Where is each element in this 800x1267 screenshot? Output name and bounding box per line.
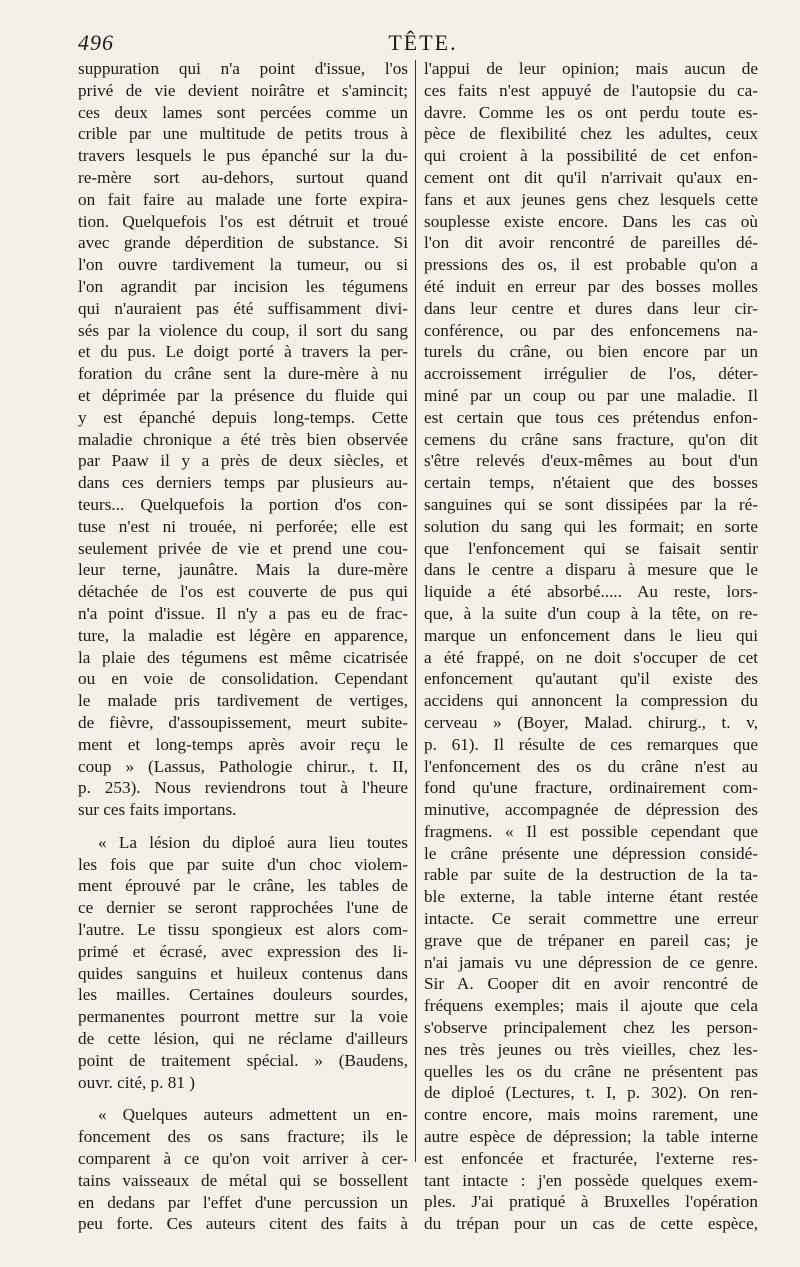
text-line: que l'enfoncement qui se faisait sentir <box>424 538 758 558</box>
text-line: davre. Comme les os ont perdu toute es- <box>424 102 758 122</box>
text-line: enfoncement qu'autant qu'il existe des <box>424 669 758 689</box>
text-line: quelles les os du crâne ne présentent pas <box>424 1061 758 1081</box>
text-line: de diploé (Lectures, t. I, p. 302). On ren- <box>424 1083 758 1103</box>
text-line: n'a point d'issue. Il n'y a pas eu de frac- <box>78 603 408 623</box>
text-line: « La lésion du diploé aura lieu toutes <box>98 832 408 852</box>
text-line: ces faits n'est appuyé de l'autopsie du ca- <box>424 80 758 100</box>
text-line: cement ont dit qu'il n'arrivait qu'aux en- <box>424 167 758 187</box>
paragraph-gap <box>78 821 408 832</box>
text-line: ble externe, la table interne étant restée <box>424 887 758 907</box>
text-line: « Quelques auteurs admettent un en- <box>98 1105 408 1125</box>
text-line: ouvr. cité, p. 81 ) <box>78 1072 195 1092</box>
text-line: peu forte. Ces auteurs citent des faits à <box>78 1214 408 1234</box>
text-line: miné par un coup ou par une maladie. Il <box>424 385 758 405</box>
text-line: s'être relevés d'eux-mêmes au bout d'un <box>424 451 758 471</box>
text-line: suppuration qui n'a point d'issue, l'os <box>78 59 408 78</box>
text-line: dans le centre a disparu à mesure que le <box>424 560 758 580</box>
text-line: ce dernier se seront rapprochées l'une de <box>78 898 408 918</box>
text-line: liquide a été absorbé..... Au reste, lors- <box>424 582 758 602</box>
right-column <box>424 58 758 1235</box>
text-line: fans et aux jeunes gens chez lesquels cette <box>424 189 758 209</box>
text-line: comparent à ce qu'on voit arriver à cer- <box>78 1149 408 1169</box>
text-line: foncement des os sans fracture; ils le <box>78 1127 408 1147</box>
text-line: certain temps, n'étaient que des bosses <box>424 473 758 493</box>
text-line: point de traitement spécial. » (Baudens, <box>78 1050 408 1070</box>
text-line: marque un enfoncement dans le lieu qui <box>424 625 758 645</box>
left-column <box>78 58 408 1235</box>
text-line: est enfoncée et fracturée, l'externe res- <box>424 1148 758 1168</box>
text-line: accroissement irrégulier de l'os, déter- <box>424 364 758 384</box>
text-line: turels du crâne, ou bien encore par un <box>424 342 758 362</box>
text-line: nes très jeunes ou très vieilles, chez les- <box>424 1039 758 1059</box>
text-line: l'on ouvre tardivement la tumeur, ou si <box>78 255 408 275</box>
text-line: autre espèce de dépression; la table interne <box>424 1127 758 1147</box>
text-line: teurs... Quelquefois la portion d'os con- <box>78 494 408 514</box>
text-line: dans ces derniers temps par plusieurs au- <box>78 473 408 493</box>
text-line: l'enfoncement des os du crâne n'est au <box>424 756 758 776</box>
paragraph-gap <box>78 1093 408 1104</box>
page-number: 496 <box>78 30 114 55</box>
text-line: l'on agrandit par incision les tégumens <box>78 276 408 296</box>
text-line: tuse n'est ni trouée, ni perforée; elle est <box>78 516 408 536</box>
text-line: a été frappé, on ne doit s'occuper de cet <box>424 647 758 667</box>
text-line: de fièvre, d'assoupissement, meurt subite- <box>78 712 408 732</box>
text-line: fond qu'une fracture, ordinairement com- <box>424 778 758 798</box>
text-line: re-mère sort au-dehors, surtout quand <box>78 167 408 187</box>
text-line: que, à la suite d'un coup à la tête, on re- <box>424 603 758 623</box>
text-line: sur ces faits importans. <box>78 800 237 820</box>
text-line: avec grande déperdition de substance. Si <box>78 233 408 253</box>
text-line: sanguines qui se sont dissipées par la ré- <box>424 494 758 514</box>
text-line: la plaie des tégumens est même cicatrisée <box>78 647 408 667</box>
text-line: travers lesquels le pus épanché sur la du- <box>78 146 408 166</box>
text-line: et du pus. Le doigt porté à travers la per- <box>78 342 408 362</box>
text-line: qui n'auraient pas été suffisamment divi- <box>78 298 408 318</box>
text-line: maladie chronique a été très bien observée <box>78 429 408 449</box>
text-line: pèce de flexibilité chez les adultes, ceux <box>424 124 758 144</box>
text-line: souplesse existe encore. Dans les cas où <box>424 211 758 231</box>
text-line: primé et écrasé, avec expression des li- <box>78 941 408 961</box>
text-line: les mailles. Certaines douleurs sourdes, <box>78 985 408 1005</box>
text-line: conférence, ou par des enfoncemens na- <box>424 320 758 340</box>
text-line: quides sanguins et huileux contenus dans <box>78 963 408 983</box>
text-line: l'on dit avoir rencontré de pareilles dé- <box>424 233 758 253</box>
text-line: le malade pris tardivement de vertiges, <box>78 691 408 711</box>
text-line: détachée de l'os est couverte de pus qui <box>78 582 408 602</box>
text-line: par Paaw il y a près de deux siècles, et <box>78 451 408 471</box>
text-line: Sir A. Cooper dit en avoir rencontré de <box>424 974 758 994</box>
text-line: rable par suite de la destruction de la ta- <box>424 865 758 885</box>
text-line: s'observe principalement chez les person- <box>424 1018 758 1038</box>
text-line: cerveau » (Boyer, Malad. chirurg., t. v, <box>424 712 758 732</box>
text-line: seulement privée de vie et prend une cou- <box>78 538 408 558</box>
text-line: tion. Quelquefois l'os est détruit et troué <box>78 211 408 231</box>
text-line: été induit en erreur par des bosses molles <box>424 276 758 296</box>
text-line: solution du sang qui les formait; en sorte <box>424 516 758 536</box>
text-line: privé de vie devient noirâtre et s'amincit; <box>78 80 408 100</box>
text-line: l'appui de leur opinion; mais aucun de <box>424 59 758 78</box>
text-line: en dedans par l'effet d'une percussion un <box>78 1192 408 1212</box>
text-line: grave que de trépaner en pareil cas; je <box>424 930 758 950</box>
text-line: ment et long-temps après avoir reçu le <box>78 734 408 754</box>
text-line: ture, la maladie est légère en apparence, <box>78 625 408 645</box>
text-line: coup » (Lassus, Pathologie chirur., t. II, <box>78 756 408 776</box>
text-line: dans leur centre et dures dans leur cir- <box>424 298 758 318</box>
page-header <box>78 30 754 58</box>
text-line: tains vaisseaux de métal qui se bossellent <box>78 1170 408 1190</box>
text-line: on fait faire au malade une forte expira- <box>78 189 408 209</box>
text-line: ces deux lames sont percées comme un <box>78 102 408 122</box>
text-line: fragmens. « Il est possible cependant que <box>424 821 758 841</box>
text-line: fréquens exemples; mais il ajoute que cela <box>424 996 758 1016</box>
text-line: p. 61). Il résulte de ces remarques que <box>424 734 758 754</box>
running-head: TÊTE. <box>388 30 458 55</box>
text-line: leur terne, jaunâtre. Mais la dure-mère <box>78 560 408 580</box>
text-line: permanentes pourront mettre sur la voie <box>78 1007 408 1027</box>
text-line: foration du crâne sent la dure-mère à nu <box>78 364 408 384</box>
text-line: ples. J'ai pratiqué à Bruxelles l'opération <box>424 1192 758 1212</box>
text-line: p. 253). Nous reviendrons tout à l'heure <box>78 778 408 798</box>
text-line: y est épanché depuis long-temps. Cette <box>78 407 408 427</box>
text-line: ment éprouvé par le crâne, les tables de <box>78 876 408 896</box>
text-line: pressions des os, il est probable qu'on a <box>424 255 758 275</box>
text-line: l'autre. Le tissu spongieux est alors com- <box>78 920 408 940</box>
text-line: ou en voie de consolidation. Cependant <box>78 669 408 689</box>
text-line: cemens du crâne sans fracture, qu'on dit <box>424 429 758 449</box>
text-line: n'ai jamais vu une dépression de ce genre. <box>424 952 758 972</box>
text-line: sés par la violence du coup, il sort du sang <box>78 320 408 340</box>
text-line: et déprimée par la présence du fluide qui <box>78 385 408 405</box>
text-line: les fois que par suite d'un choc violem- <box>78 854 408 874</box>
text-line: accidens qui annoncent la compression du <box>424 691 758 711</box>
column-divider <box>415 60 416 1162</box>
text-line: crible par une multitude de petits trous à <box>78 124 408 144</box>
text-line: de cette lésion, qui ne réclame d'ailleurs <box>78 1029 408 1049</box>
text-line: intacte. Ce serait commettre une erreur <box>424 909 758 929</box>
text-line: qui croient à la possibilité de cet enfon- <box>424 146 758 166</box>
text-line: contre encore, mais moins rarement, une <box>424 1105 758 1125</box>
text-line: tant intacte : j'en possède quelques exem- <box>424 1170 758 1190</box>
text-line: est certain que tous ces prétendus enfon- <box>424 407 758 427</box>
text-line: le crâne présente une dépression considé- <box>424 843 758 863</box>
text-line: du trépan pour un cas de cette espèce, <box>424 1214 758 1234</box>
text-line: minutive, accompagnée de dépression des <box>424 800 758 820</box>
